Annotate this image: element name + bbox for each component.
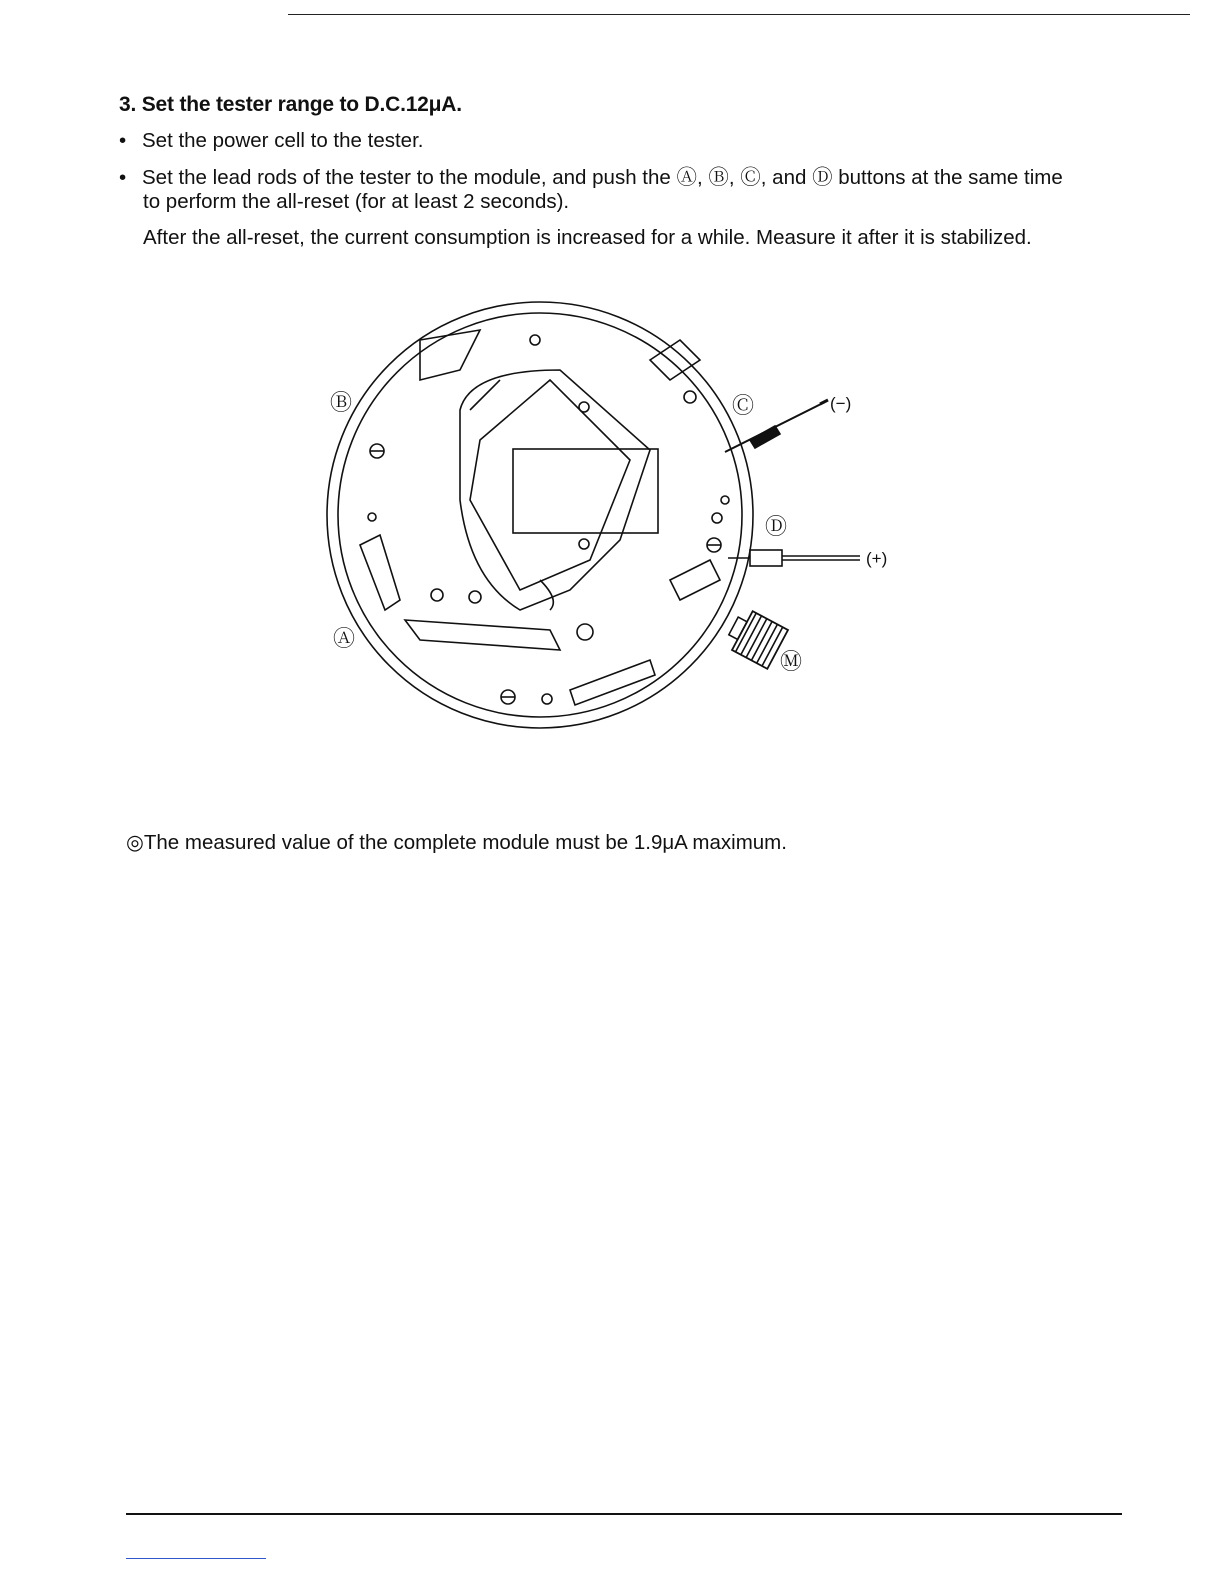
watch-module-diagram (320, 300, 920, 740)
button-label-a: Ⓐ (333, 626, 356, 651)
button-label-d: Ⓓ (765, 514, 788, 539)
crown (723, 606, 788, 668)
bullet-item-all-reset (119, 166, 1063, 190)
after-reset-text: After the all-reset, the current consumption is increased for a while. Measure it after it is stabilized. (143, 226, 1032, 249)
measurement-note: ◎The measured value of the complete module must be 1.9μA maximum. (126, 831, 787, 854)
bullet-dot: • (119, 129, 127, 152)
positive-lead-label: (+) (866, 549, 888, 568)
bullet-item-power-cell (119, 129, 423, 153)
bullet-continuation: to perform the all-reset (for at least 2 seconds). (143, 190, 570, 213)
circuit-block (460, 370, 650, 610)
crown-label-m: Ⓜ (780, 649, 803, 674)
module-inner-ring (338, 313, 742, 717)
button-label-c: Ⓒ (732, 393, 755, 418)
section-heading: 3. Set the tester range to D.C.12μA. (119, 93, 462, 116)
bullet-dot: • (119, 166, 127, 189)
module-outer-ring (327, 302, 753, 728)
top-rule (288, 14, 1190, 15)
bottom-rule (126, 1513, 1122, 1515)
footer-rule (126, 1558, 266, 1559)
bullet-text: Set the power cell to the tester. (142, 129, 424, 152)
negative-lead-label: (−) (830, 394, 852, 413)
bullet-text: Set the lead rods of the tester to the module, and push the Ⓐ, Ⓑ, Ⓒ, and Ⓓ buttons at the same time (142, 166, 1063, 189)
button-label-b: Ⓑ (330, 390, 353, 415)
